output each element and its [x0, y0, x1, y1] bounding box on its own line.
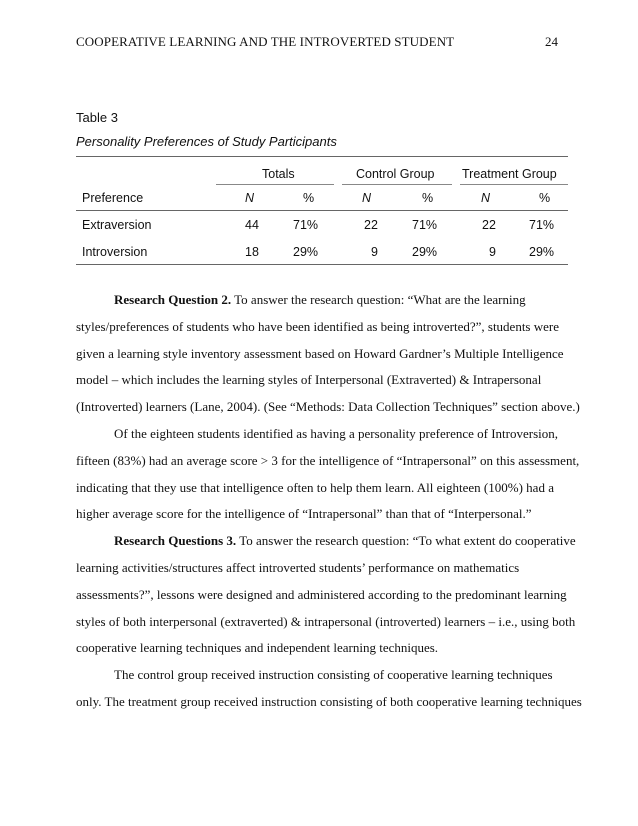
table-bottom-rule: [76, 264, 568, 265]
subheader-pct-control: %: [422, 191, 434, 205]
paragraph-line: Of the eighteen students identified as having a personality preference of Introversion,: [114, 425, 559, 441]
table-cell: 22: [482, 218, 496, 232]
subheader-n-totals: N: [245, 191, 255, 205]
table-label: Table 3: [76, 110, 118, 125]
paragraph-line: only. The treatment group received instruction consisting of both cooperative learning techniques: [76, 693, 582, 709]
paragraph-line: Research Question 2. To answer the research question: “What are the learning: [114, 292, 526, 307]
table-cell: 71%: [529, 218, 555, 232]
group-underline-treatment: [460, 184, 568, 185]
paragraph-line: styles of both interpersonal (extraverted) & intrapersonal (introverted) learners – i.e., using both: [76, 613, 576, 629]
row-label-extraversion: Extraversion: [82, 218, 152, 232]
group-header-totals: Totals: [262, 167, 295, 181]
table-cell: 22: [364, 218, 378, 232]
group-header-control: Control Group: [356, 167, 435, 181]
table-cell: 29%: [412, 245, 438, 259]
paragraph-line: cooperative learning techniques and independent learning techniques.: [76, 640, 439, 656]
table-title: Personality Preferences of Study Participants: [76, 134, 337, 149]
table-cell: 18: [245, 245, 259, 259]
group-underline-control: [342, 184, 452, 185]
page-number: 24: [545, 34, 558, 49]
table-cell: 71%: [293, 218, 319, 232]
subheader-pct-totals: %: [303, 191, 315, 205]
row-label-introversion: Introversion: [82, 245, 148, 259]
table-cell: 71%: [412, 218, 438, 232]
paragraph-line: indicating that they use that intelligence often to help them learn. All eighteen (100%) had a: [76, 479, 554, 495]
subheader-n-treatment: N: [481, 191, 491, 205]
paragraph-line: Research Questions 3. To answer the research question: “To what extent do cooperative: [114, 533, 576, 549]
paragraph-line: given a learning style inventory assessment based on Howard Gardner’s Multiple Intelligence: [76, 345, 564, 361]
table-top-rule: [76, 156, 568, 157]
paragraph-line: learning activities/structures affect introverted students’ performance on mathematics: [76, 559, 520, 575]
table-cell: 9: [371, 245, 378, 259]
paragraph-line: The control group received instruction consisting of cooperative learning techniques: [114, 667, 553, 683]
table-cell: 9: [489, 245, 496, 259]
paragraph-line: model – which includes the learning styles of Interpersonal (Extraverted) & Intrapersonal: [76, 372, 542, 388]
stub-header: Preference: [82, 191, 144, 205]
group-header-treatment: Treatment Group: [462, 167, 557, 181]
table-cell: 29%: [293, 245, 319, 259]
table-cell: 29%: [529, 245, 555, 259]
paragraph-line: higher average score for the intelligence of “Intrapersonal” than that of “Interpersonal.”: [76, 506, 532, 522]
table-cell: 44: [245, 218, 259, 232]
paragraph-line: assessments?”, lessons were designed and administered according to the predominant learning: [76, 586, 567, 602]
paragraph-line: (Introverted) learners (Lane, 2004). (See “Methods: Data Collection Techniques” section above.): [76, 399, 580, 415]
body-text: [76, 287, 582, 716]
subheader-n-control: N: [362, 191, 372, 205]
table-header-rule: [76, 210, 568, 211]
section-heading: Research Question 2.: [114, 292, 232, 307]
running-head: COOPERATIVE LEARNING AND THE INTROVERTED STUDENT: [76, 34, 455, 49]
section-heading: Research Questions 3.: [114, 533, 237, 549]
paragraph-line: styles/preferences of students who have been identified as being introverted?”, students were: [76, 318, 559, 334]
group-underline-totals: [216, 184, 334, 185]
subheader-pct-treatment: %: [539, 191, 551, 205]
paragraph-line: fifteen (83%) had an average score > 3 for the intelligence of “Intrapersonal” on this assessment,: [76, 452, 580, 468]
